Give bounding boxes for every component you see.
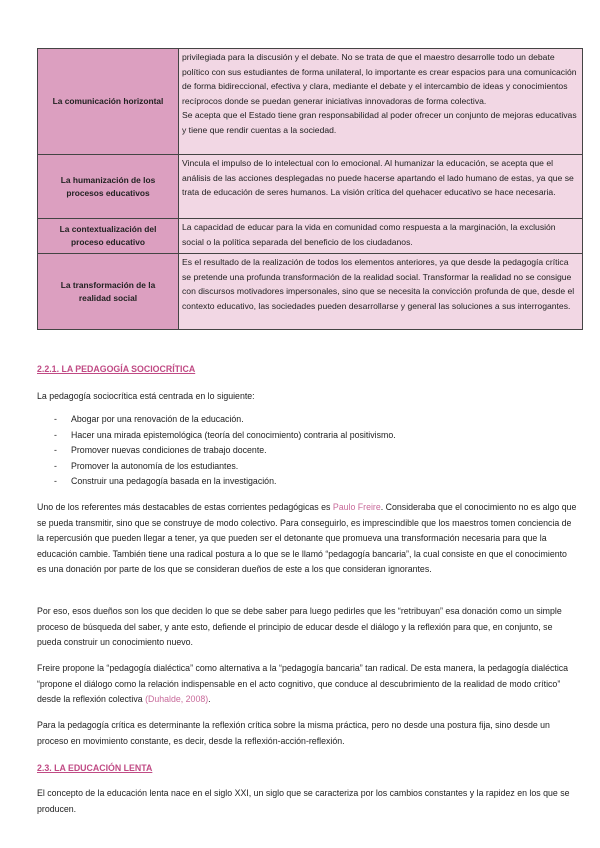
list-item-text: Promover la autonomía de los estudiantes.: [71, 460, 239, 471]
list-item-text: Promover nuevas condiciones de trabajo docente.: [71, 445, 267, 456]
list-item-text: Abogar por una renovación de la educación.: [71, 414, 244, 424]
owners-paragraph: Por eso, esos dueños son los que deciden lo que se debe saber para luego pedirles que les “retribuyan” esa donación como un simple proceso de búsqueda del saber, y ante esto, defiende el principio de educar desde el diálogo y la reflexión para que, en conjunto, se pueda construir un conocimiento nuevo.: [37, 606, 562, 648]
section-heading-sociocritica[interactable]: 2.2.1. LA PEDAGOGÍA SOCIOCRÍTICA: [37, 364, 196, 374]
description-cell: [179, 219, 583, 254]
list-item: [37, 412, 396, 428]
dash-bullet: -: [54, 476, 57, 487]
reflection-paragraph: Para la pedagogía crítica es determinante la reflexión crítica sobre la misma práctica, pero no desde una postura fija, sino desde un proceso en movimiento constante, es decir, desde la reflexión-acción-reflexión.: [37, 720, 550, 746]
description-cell: [179, 49, 583, 155]
dash-bullet: -: [54, 445, 57, 456]
term-cell: La contextualización del proceso educativo: [38, 219, 179, 254]
list-item: [37, 428, 396, 444]
intro-paragraph: La pedagogía sociocrítica está centrada en lo siguiente:: [37, 391, 255, 401]
table-row: [38, 49, 583, 155]
section-heading-lenta[interactable]: 2.3. LA EDUCACIÓN LENTA: [37, 763, 153, 773]
dialectic-paragraph: Freire propone la “pedagogía dialéctica” como alternativa a la “pedagogía bancaria” tan radical. De esta manera, la pedagogía dialéctica “propone el diálogo como la relación indispensable en el acto cognitivo, que conduce al descubrimiento de la realidad de modo crítico” desde la reflexión colectiva (Duhalde, 2008).: [37, 663, 569, 705]
table-row: [38, 155, 583, 219]
list-item: [37, 459, 396, 475]
term-cell: La comunicación horizontal: [38, 49, 179, 155]
freire-paragraph: Uno de los referentes más destacables de estas corrientes pedagógicas es Paulo Freire. Consideraba que el conocimiento no es algo que se pueda transmitir, sino que se construye de modo colectivo. Para conseguirlo, es imprescindible que los maestros tomen conciencia de la repercusión que pueden llegar a tener, ya que pueden ser el detonante que promueva una transformación necesaria para que la educación cambie. También tiene una radical postura a lo que se le llamó “pedagogía bancaria”, la cual consiste en que el conocimiento es una donación por parte de los que se consideran dueños de este a los que consideran ignorantes.: [37, 502, 577, 575]
term-cell: La humanización de los procesos educativos: [38, 155, 179, 219]
description-text: Es el resultado de la realización de todos los elementos anteriores, ya que desde la pedagogía crítica se pretende una profunda transformación de la realidad social. Transformar la realidad no se consigue con discursos motivadores impersonales, sino que se necesita la convicción profunda de que, desde el contexto educativo, las sociedades pueden desarrollarse y general las soluciones a sus interrogantes.: [182, 257, 575, 311]
dash-bullet: -: [54, 429, 57, 440]
concepts-table: [37, 48, 583, 330]
slow-education-paragraph: El concepto de la educación lenta nace en el siglo XXI, un siglo que se caracteriza por los cambios constantes y la rapidez en los que se producen.: [37, 788, 570, 814]
description-text: Vincula el impulso de lo intelectual con lo emocional. Al humanizar la educación, se acepta que el análisis de las acciones desplegadas no puede hacerse apartando el lado humano de estas, ya que se trata de educación de seres humanos. La visión crítica del quehacer educativo se hace necesaria.: [182, 158, 574, 198]
list-item: [37, 474, 396, 490]
table-row: [38, 254, 583, 330]
list-item-text: Construir una pedagogía basada en la investigación.: [71, 476, 277, 487]
description-cell: [179, 254, 583, 330]
description-text: privilegiada para la discusión y el debate. No se trata de que el maestro desarrolle todo un debate político con sus estudiantes de forma unilateral, lo importante es crear espacios para una comunicación de forma bidireccional, efectiva y clara, mediante el debate y el intercambio de ideas y conocimientos recíprocos donde se puedan generar iniciativas innovadoras de forma colectiva.: [182, 52, 577, 106]
table-row: [38, 219, 583, 254]
description-text: Se acepta que el Estado tiene gran responsabilidad al poder ofrecer un conjunto de mejoras educativas y tiene que rendir cuentas a la sociedad.: [182, 110, 577, 135]
dash-bullet: -: [54, 460, 57, 471]
list-item-text: Hacer una mirada epistemológica (teoría del conocimiento) contraria al positivismo.: [71, 429, 396, 440]
bullet-list: [37, 412, 396, 490]
term-cell: La transformación de la realidad social: [38, 254, 179, 330]
list-item: [37, 443, 396, 459]
dash-bullet: -: [54, 414, 57, 424]
description-cell: [179, 155, 583, 219]
freire-link[interactable]: Paulo Freire: [332, 502, 381, 512]
citation-link[interactable]: (Duhalde, 2008): [145, 694, 209, 705]
description-text: La capacidad de educar para la vida en comunidad como respuesta a la marginación, la exclusión social o la política separada del beneficio de los ciudadanos.: [182, 222, 556, 247]
